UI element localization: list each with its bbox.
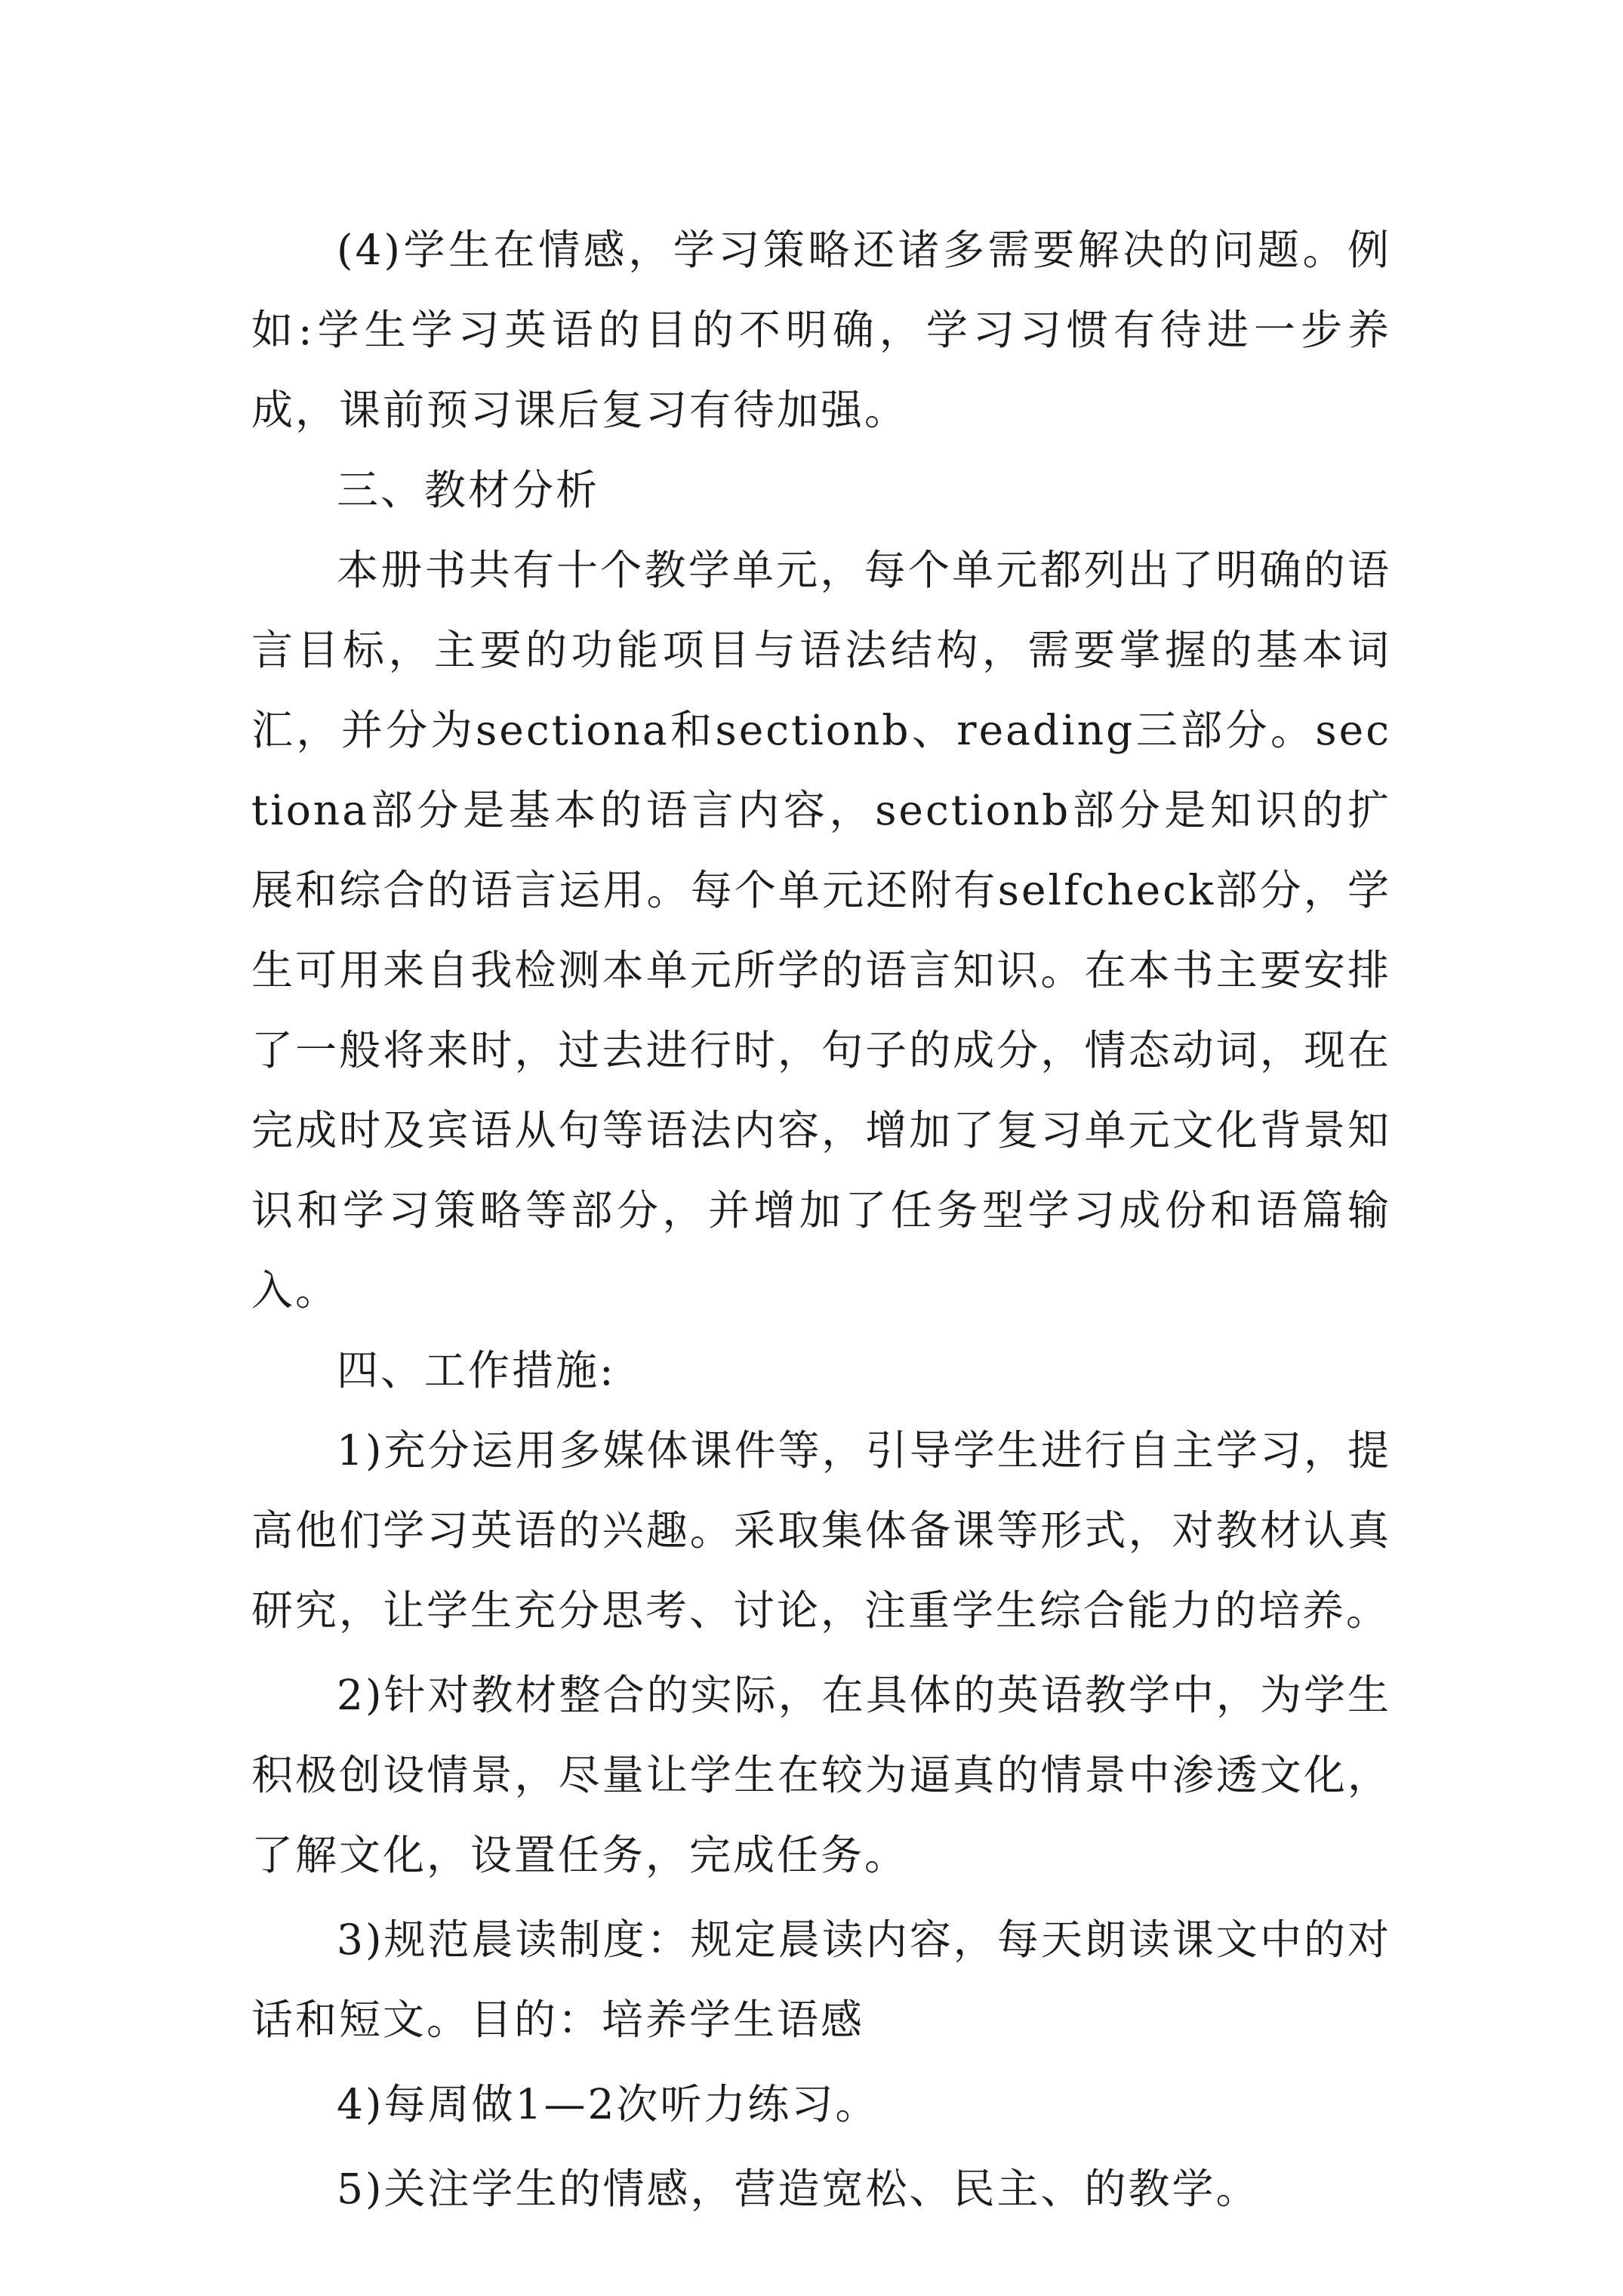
paragraph-measure-1: 1)充分运用多媒体课件等，引导学生进行自主学习，提高他们学习英语的兴趣。采取集体备课等形式，对教材认真研究，让学生充分思考、讨论，注重学生综合能力的培养。 bbox=[251, 1426, 1391, 1635]
paragraph-measure-3: 3)规范晨读制度：规定晨读内容，每天朗读课文中的对话和短文。目的：培养学生语感 bbox=[251, 1915, 1391, 2044]
heading-textbook-analysis: 三、教材分析 bbox=[337, 466, 600, 514]
paragraph-measure-2: 2)针对教材整合的实际，在具体的英语教学中，为学生积极创设情景，尽量让学生在较为逼真的情景中渗透文化，了解文化，设置任务，完成任务。 bbox=[251, 1671, 1391, 1879]
paragraph-student-issues: (4)学生在情感，学习策略还诸多需要解决的问题。例如:学生学习英语的目的不明确，学习习惯有待进一步养成，课前预习课后复习有待加强。 bbox=[251, 226, 1391, 434]
paragraph-textbook-analysis: 本册书共有十个教学单元，每个单元都列出了明确的语言目标，主要的功能项目与语法结构，需要掌握的基本词汇，并分为sectiona和sectionb、reading三部分。sectiona部分是基本的语言内容，sectionb部分是知识的扩展和综合的语言运用。每个单元还附有selfcheck部分，学生可用来自我检测本单元所学的语言知识。在本书主要安排了一般将来时，过去进行时，句子的成分，情态动词，现在完成时及宾语从句等语法内容，增加了复习单元文化背景知识和学习策略等部分，并增加了任务型学习成份和语篇输入。 bbox=[251, 546, 1391, 1314]
heading-work-measures: 四、工作措施: bbox=[337, 1346, 616, 1395]
paragraph-measure-5: 5)关注学生的情感，营造宽松、民主、的教学。 bbox=[337, 2165, 1260, 2213]
document-body bbox=[251, 210, 1391, 2229]
paragraph-measure-4: 4)每周做1—2次听力练习。 bbox=[337, 2080, 879, 2128]
